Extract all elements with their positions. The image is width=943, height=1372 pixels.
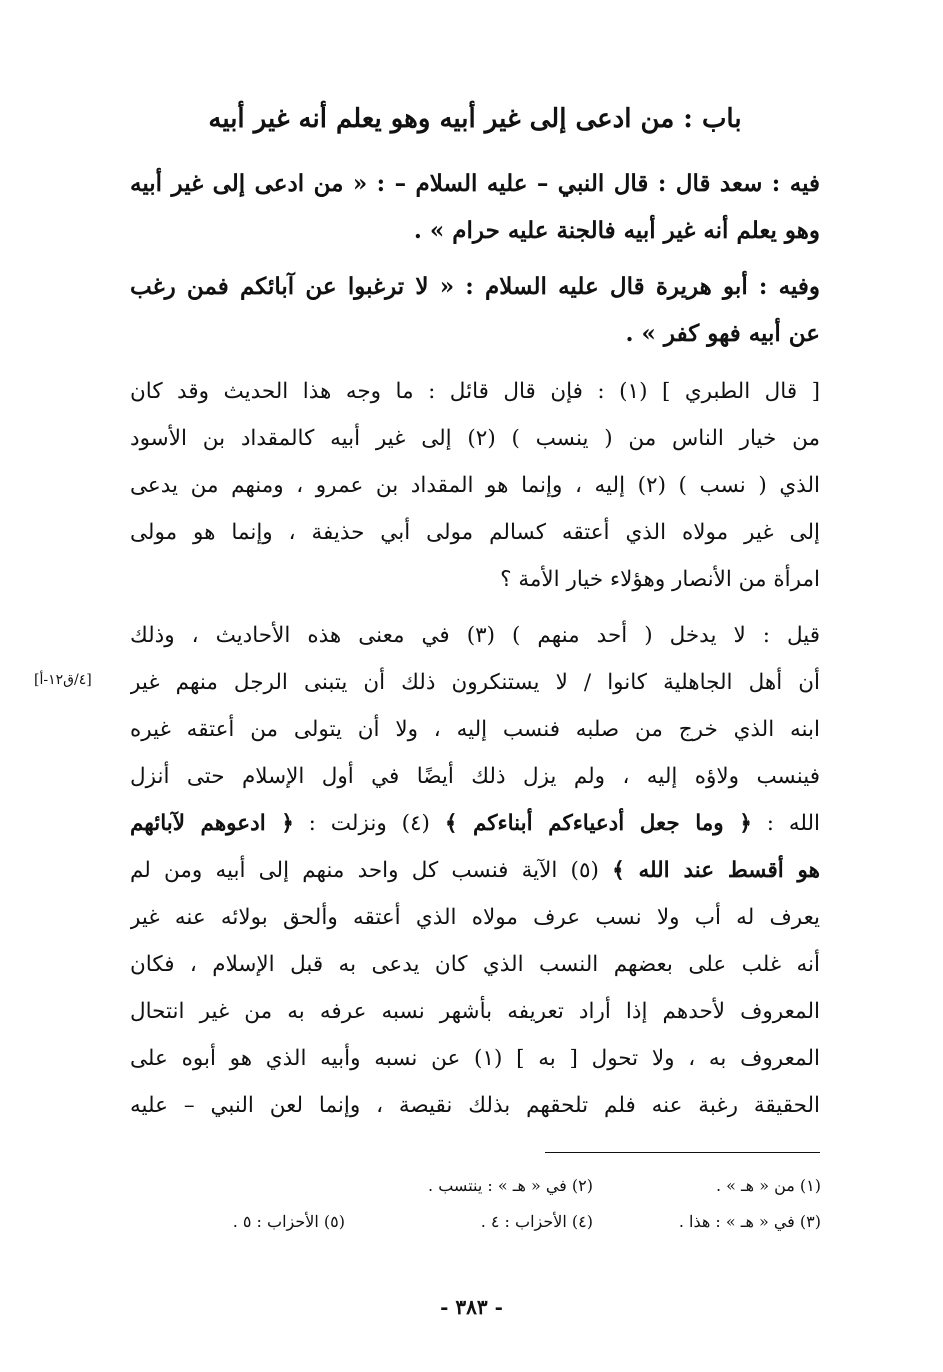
text-line: امرأة من الأنصار وهؤلاء خيار الأمة ؟ (500, 567, 820, 592)
page-number: - ٣٨٣ - (440, 1295, 503, 1319)
text-line: المعروف لأحدهم إذا أراد تعريفه بأشهر نسبه عرفه به من غير انتحال (130, 999, 820, 1024)
commentary-paragraph-2 (130, 612, 820, 1129)
footnote-3: (٣) في « هـ » : هذا . (678, 1212, 821, 1231)
footnote-5: (٥) الأحزاب : ٥ . (232, 1212, 345, 1231)
quran-verse: ﴿ وما جعل أدعياءكم أبناءكم ﴾ (444, 811, 752, 836)
text-line: يعرف له أب ولا نسب عرف مولاه الذي أعتقه وألحق بولائه عنه غير (130, 905, 820, 930)
hadith-paragraph-2 (130, 263, 820, 357)
hadith-paragraph-1 (130, 160, 820, 254)
text-line: أن أهل الجاهلية كانوا / لا يستنكرون ذلك أن يتبنى الرجل منهم غير (130, 670, 820, 695)
chapter-title: باب : من ادعى إلى غير أبيه وهو يعلم أنه غير أبيه (208, 104, 742, 134)
text-segment: الله : (751, 811, 820, 836)
text-line: فيه : سعد قال : قال النبي – عليه السلام – : « من ادعى إلى غير أبيه (130, 170, 820, 197)
footnote-2: (٢) في « هـ » : ينتسب . (428, 1176, 593, 1195)
quran-verse: هو أقسط عند الله ﴾ (612, 858, 820, 883)
text-line: الذي ( نسب ) (٢) إليه ، وإنما هو المقداد بن عمرو ، ومنهم من يدعى (130, 473, 820, 498)
text-line: من خيار الناس من ( ينسب ) (٢) إلى غير أبيه كالمقداد بن الأسود (130, 426, 820, 451)
text-segment: (٥) الآية فنسب كل واحد منهم إلى أبيه ومن لم (130, 858, 613, 883)
text-line-with-quran (130, 847, 820, 894)
footnote-separator (545, 1152, 820, 1153)
text-line: المعروف به ، ولا تحول [ به ] (١) عن نسبه وأبيه الذي هو أبوه على (130, 1046, 820, 1071)
commentary-paragraph-1 (130, 368, 820, 603)
text-line: قيل : لا يدخل ( أحد منهم ) (٣) في معنى هذه الأحاديث ، وذلك (130, 623, 820, 648)
text-line-with-quran (130, 800, 820, 847)
footnote-1: (١) من « هـ » . (715, 1176, 821, 1195)
text-line: وهو يعلم أنه غير أبيه فالجنة عليه حرام » . (413, 217, 820, 244)
text-line: الحقيقة رغبة عنه فلم تلحقهم بذلك نقيصة ، وإنما لعن النبي – عليه (130, 1093, 820, 1118)
footnote-4: (٤) الأحزاب : ٤ . (480, 1212, 593, 1231)
text-line: إلى غير مولاه الذي أعتقه كسالم مولى أبي حذيفة ، وإنما هو مولى (130, 520, 820, 545)
text-line: أنه غلب على بعضهم النسب الذي كان يدعى به قبل الإسلام ، فكان (130, 952, 820, 977)
text-line: فينسب ولاؤه إليه ، ولم يزل ذلك أيضًا في أول الإسلام حتى أنزل (130, 764, 820, 789)
quran-verse: ﴿ ادعوهم لآبائهم (130, 811, 294, 836)
manuscript-folio-ref: [٤/ق١٢-أ] (34, 672, 92, 688)
text-line: وفيه : أبو هريرة قال عليه السلام : « لا ترغبوا عن آبائكم فمن رغب (130, 273, 820, 300)
text-line: [ قال الطبري ] (١) : فإن قال قائل : ما وجه هذا الحديث وقد كان (130, 379, 820, 404)
text-line: ابنه الذي خرج من صلبه فنسب إليه ، ولا أن يتولى من أعتقه غيره (130, 717, 820, 742)
text-segment: (٤) ونزلت : (293, 811, 445, 836)
text-line: عن أبيه فهو كفر » . (625, 320, 820, 347)
